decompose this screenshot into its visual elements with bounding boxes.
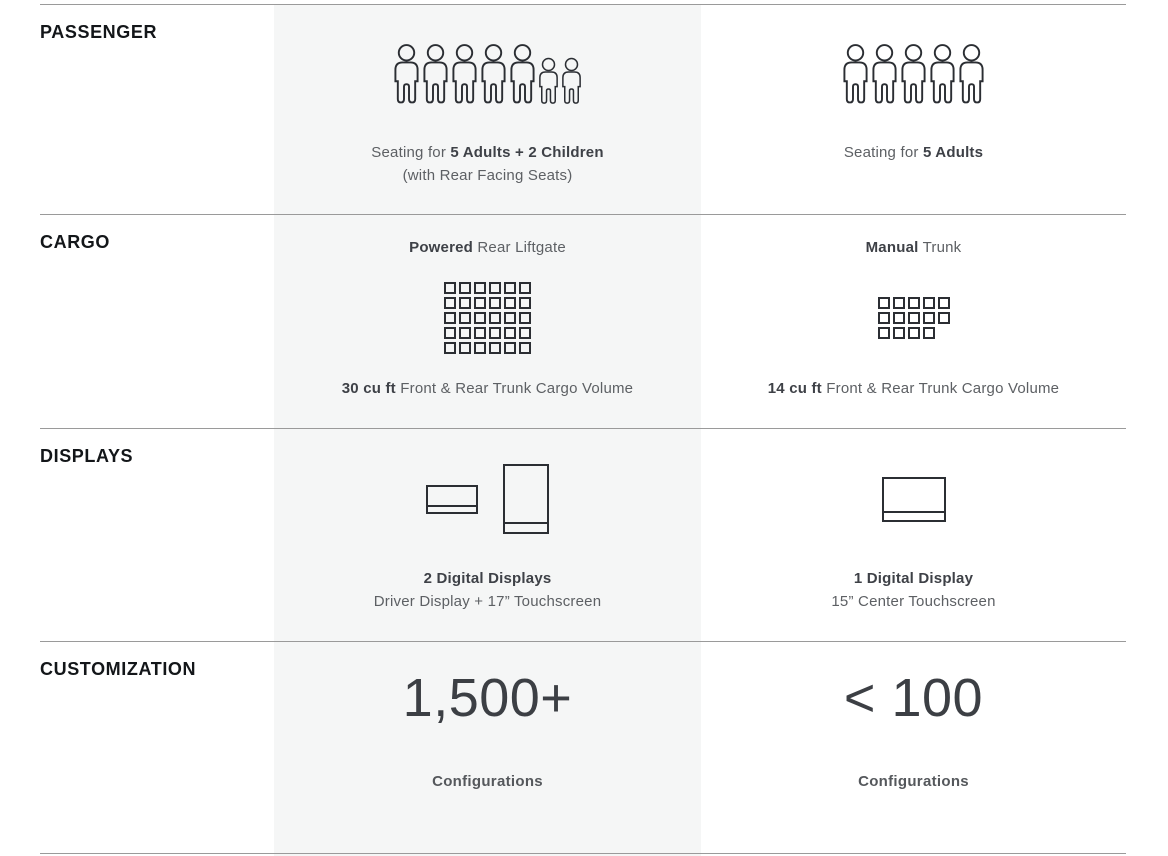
adult-icon bbox=[900, 43, 927, 105]
seating-prefix: Seating for bbox=[371, 144, 451, 161]
adult-icon bbox=[509, 43, 536, 105]
displays-caption-line2: 15” Center Touchscreen bbox=[831, 593, 996, 610]
display-bezel-line bbox=[884, 511, 944, 513]
passenger-icons-right bbox=[842, 43, 985, 105]
cargo-unit-icon bbox=[504, 282, 516, 294]
cargo-grid-row bbox=[878, 327, 950, 339]
cargo-caption-rest: Front & Rear Trunk Cargo Volume bbox=[821, 380, 1060, 397]
adult-icon bbox=[422, 43, 449, 105]
driver-display-icon bbox=[426, 485, 478, 514]
cargo-unit-icon bbox=[444, 327, 456, 339]
cargo-volume-grid-icon bbox=[878, 297, 950, 339]
row-label-displays: DISPLAYS bbox=[40, 446, 134, 466]
center-touchscreen-icon bbox=[882, 477, 946, 522]
adult-icon bbox=[871, 43, 898, 105]
displays-caption-bold: 1 Digital Display bbox=[853, 570, 974, 587]
cargo-unit-icon bbox=[474, 312, 486, 324]
displays-caption-line2: Driver Display + 17” Touchscreen bbox=[373, 593, 602, 610]
cargo-unit-icon bbox=[893, 312, 905, 324]
customization-right-cell bbox=[701, 642, 1126, 853]
cargo-grid-area-mid bbox=[444, 258, 531, 377]
passenger-right-cell bbox=[701, 5, 1126, 214]
cargo-caption-bold: 14 cu ft bbox=[767, 380, 822, 397]
cargo-unit-icon bbox=[519, 282, 531, 294]
child-icon bbox=[538, 57, 559, 105]
cargo-unit-icon bbox=[878, 312, 890, 324]
adult-icon bbox=[451, 43, 478, 105]
cargo-right-cell bbox=[701, 215, 1126, 428]
seating-caption-mid bbox=[371, 141, 603, 187]
adult-icon bbox=[480, 43, 507, 105]
cargo-grid-row bbox=[444, 342, 531, 354]
displays-right-cell bbox=[701, 429, 1126, 641]
cargo-unit-icon bbox=[474, 297, 486, 309]
seating-bold: 5 Adults + 2 Children bbox=[450, 144, 604, 161]
cargo-unit-icon bbox=[504, 297, 516, 309]
cargo-unit-icon bbox=[519, 312, 531, 324]
cargo-title-bold: Manual bbox=[865, 239, 919, 256]
row-label-passenger: PASSENGER bbox=[40, 22, 158, 42]
displays-caption-mid bbox=[374, 567, 601, 613]
child-icon bbox=[561, 57, 582, 105]
configurations-count-right: < 100 bbox=[843, 668, 984, 728]
cargo-unit-icon bbox=[444, 297, 456, 309]
cargo-grid-row bbox=[444, 297, 531, 309]
cargo-unit-icon bbox=[474, 327, 486, 339]
cargo-unit-icon bbox=[908, 297, 920, 309]
cargo-grid-row bbox=[878, 312, 950, 324]
cargo-grid-row bbox=[444, 327, 531, 339]
seating-line2: (with Rear Facing Seats) bbox=[402, 167, 573, 184]
row-customization bbox=[40, 641, 1126, 853]
displays-mid-cell bbox=[274, 429, 701, 641]
cargo-grid-row bbox=[444, 282, 531, 294]
cargo-caption-right bbox=[768, 377, 1059, 400]
cargo-unit-icon bbox=[504, 327, 516, 339]
passenger-mid-cell bbox=[274, 5, 701, 214]
cargo-unit-icon bbox=[923, 312, 935, 324]
displays-caption-right bbox=[831, 567, 995, 613]
cargo-unit-icon bbox=[474, 342, 486, 354]
customization-mid-cell bbox=[274, 642, 701, 853]
cargo-caption-mid bbox=[342, 377, 633, 400]
adult-icon bbox=[393, 43, 420, 105]
displays-caption-bold: 2 Digital Displays bbox=[423, 570, 552, 587]
cargo-unit-icon bbox=[459, 312, 471, 324]
portrait-touchscreen-icon bbox=[503, 464, 549, 534]
passenger-label-cell bbox=[40, 5, 274, 214]
cargo-title-rest: Rear Liftgate bbox=[473, 239, 566, 256]
configurations-count-mid: 1,500+ bbox=[402, 668, 573, 728]
cargo-grid-area-right bbox=[878, 258, 950, 377]
cargo-unit-icon bbox=[923, 297, 935, 309]
adult-icon bbox=[958, 43, 985, 105]
configurations-label-right: Configurations bbox=[858, 773, 969, 790]
cargo-grid-row bbox=[444, 312, 531, 324]
cargo-unit-icon bbox=[459, 327, 471, 339]
cargo-unit-icon bbox=[489, 282, 501, 294]
seating-prefix: Seating for bbox=[843, 144, 923, 161]
displays-label-cell bbox=[40, 429, 274, 641]
cargo-unit-icon bbox=[938, 297, 950, 309]
cargo-unit-icon bbox=[923, 327, 935, 339]
cargo-unit-icon bbox=[489, 297, 501, 309]
cargo-volume-grid-icon bbox=[444, 282, 531, 354]
cargo-unit-icon bbox=[444, 342, 456, 354]
cargo-unit-icon bbox=[489, 342, 501, 354]
adult-icon bbox=[929, 43, 956, 105]
cargo-unit-icon bbox=[504, 342, 516, 354]
cargo-title-mid bbox=[409, 237, 566, 258]
cargo-title-right bbox=[866, 237, 962, 258]
cargo-caption-rest: Front & Rear Trunk Cargo Volume bbox=[395, 380, 634, 397]
row-passenger bbox=[40, 4, 1126, 214]
spec-comparison-table bbox=[40, 4, 1126, 854]
cargo-unit-icon bbox=[489, 312, 501, 324]
passenger-icons-mid bbox=[393, 43, 582, 105]
cargo-unit-icon bbox=[878, 297, 890, 309]
row-displays bbox=[40, 428, 1126, 641]
cargo-unit-icon bbox=[459, 342, 471, 354]
cargo-unit-icon bbox=[519, 327, 531, 339]
cargo-unit-icon bbox=[908, 312, 920, 324]
displays-icons-right bbox=[882, 464, 946, 534]
adult-icon bbox=[842, 43, 869, 105]
cargo-label-cell bbox=[40, 215, 274, 428]
cargo-title-bold: Powered bbox=[409, 239, 474, 256]
cargo-unit-icon bbox=[444, 282, 456, 294]
configurations-label-mid: Configurations bbox=[432, 773, 543, 790]
cargo-unit-icon bbox=[893, 327, 905, 339]
cargo-unit-icon bbox=[504, 312, 516, 324]
display-bezel-line bbox=[505, 522, 547, 524]
cargo-unit-icon bbox=[459, 282, 471, 294]
cargo-unit-icon bbox=[519, 297, 531, 309]
cargo-unit-icon bbox=[444, 312, 456, 324]
row-cargo bbox=[40, 214, 1126, 428]
cargo-unit-icon bbox=[459, 297, 471, 309]
display-bezel-line bbox=[428, 505, 476, 507]
cargo-unit-icon bbox=[474, 282, 486, 294]
seating-bold: 5 Adults bbox=[922, 144, 984, 161]
cargo-unit-icon bbox=[489, 327, 501, 339]
cargo-title-rest: Trunk bbox=[918, 239, 962, 256]
cargo-unit-icon bbox=[938, 312, 950, 324]
displays-icons-mid bbox=[426, 464, 549, 534]
row-label-cargo: CARGO bbox=[40, 232, 110, 252]
cargo-mid-cell bbox=[274, 215, 701, 428]
cargo-grid-row bbox=[878, 297, 950, 309]
cargo-caption-bold: 30 cu ft bbox=[341, 380, 396, 397]
cargo-unit-icon bbox=[878, 327, 890, 339]
seating-caption-right bbox=[844, 141, 983, 164]
customization-label-cell bbox=[40, 642, 274, 853]
cargo-unit-icon bbox=[908, 327, 920, 339]
cargo-unit-icon bbox=[893, 297, 905, 309]
cargo-unit-icon bbox=[519, 342, 531, 354]
row-label-customization: CUSTOMIZATION bbox=[40, 659, 197, 679]
